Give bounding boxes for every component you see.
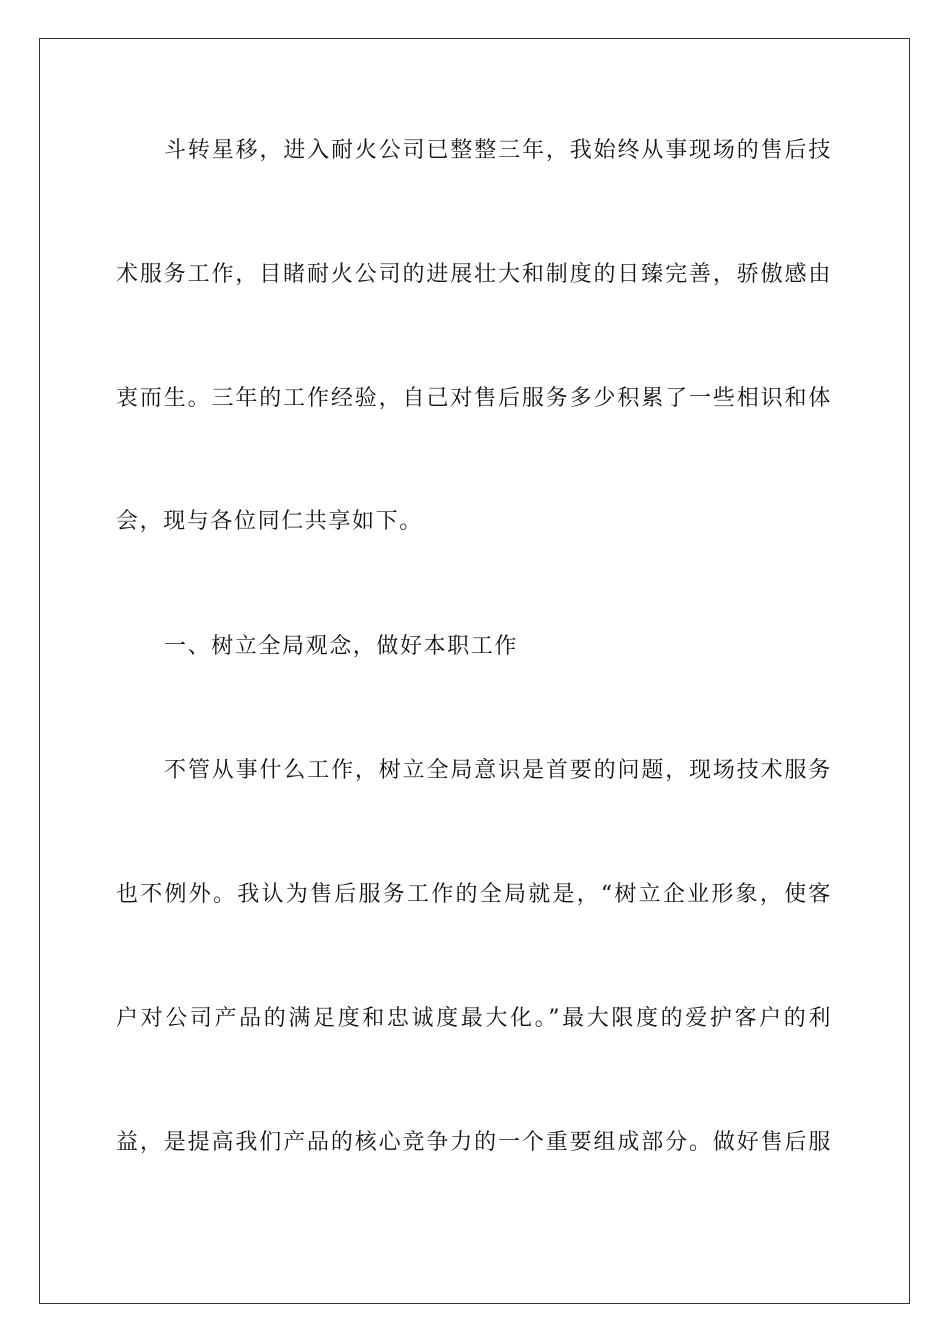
paragraph-1-line-4: 会，现与各位同仁共享如下。: [116, 509, 423, 534]
paragraph-2-line-4: 益，是提高我们产品的核心竞争力的一个重要组成部分。做好售后服: [116, 1130, 832, 1155]
section-heading-1: 一、树立全局观念，做好本职工作: [164, 634, 519, 659]
paragraph-2-line-2: 也不例外。我认为售后服务工作的全局就是，“树立企业形象，使客: [116, 882, 832, 907]
paragraph-1-line-2: 术服务工作，目睹耐火公司的进展壮大和制度的日臻完善，骄傲感由: [116, 262, 832, 287]
page-border: [39, 38, 910, 1304]
paragraph-1-line-1: 斗转星移，进入耐火公司已整整三年，我始终从事现场的售后技: [164, 138, 832, 163]
paragraph-1-line-3: 衷而生。三年的工作经验，自己对售后服务多少积累了一些相识和体: [116, 386, 832, 411]
paragraph-2-line-1: 不管从事什么工作，树立全局意识是首要的问题，现场技术服务: [164, 758, 832, 783]
paragraph-2-line-3: 户对公司产品的满足度和忠诚度最大化。”最大限度的爱护客户的利: [116, 1006, 832, 1031]
